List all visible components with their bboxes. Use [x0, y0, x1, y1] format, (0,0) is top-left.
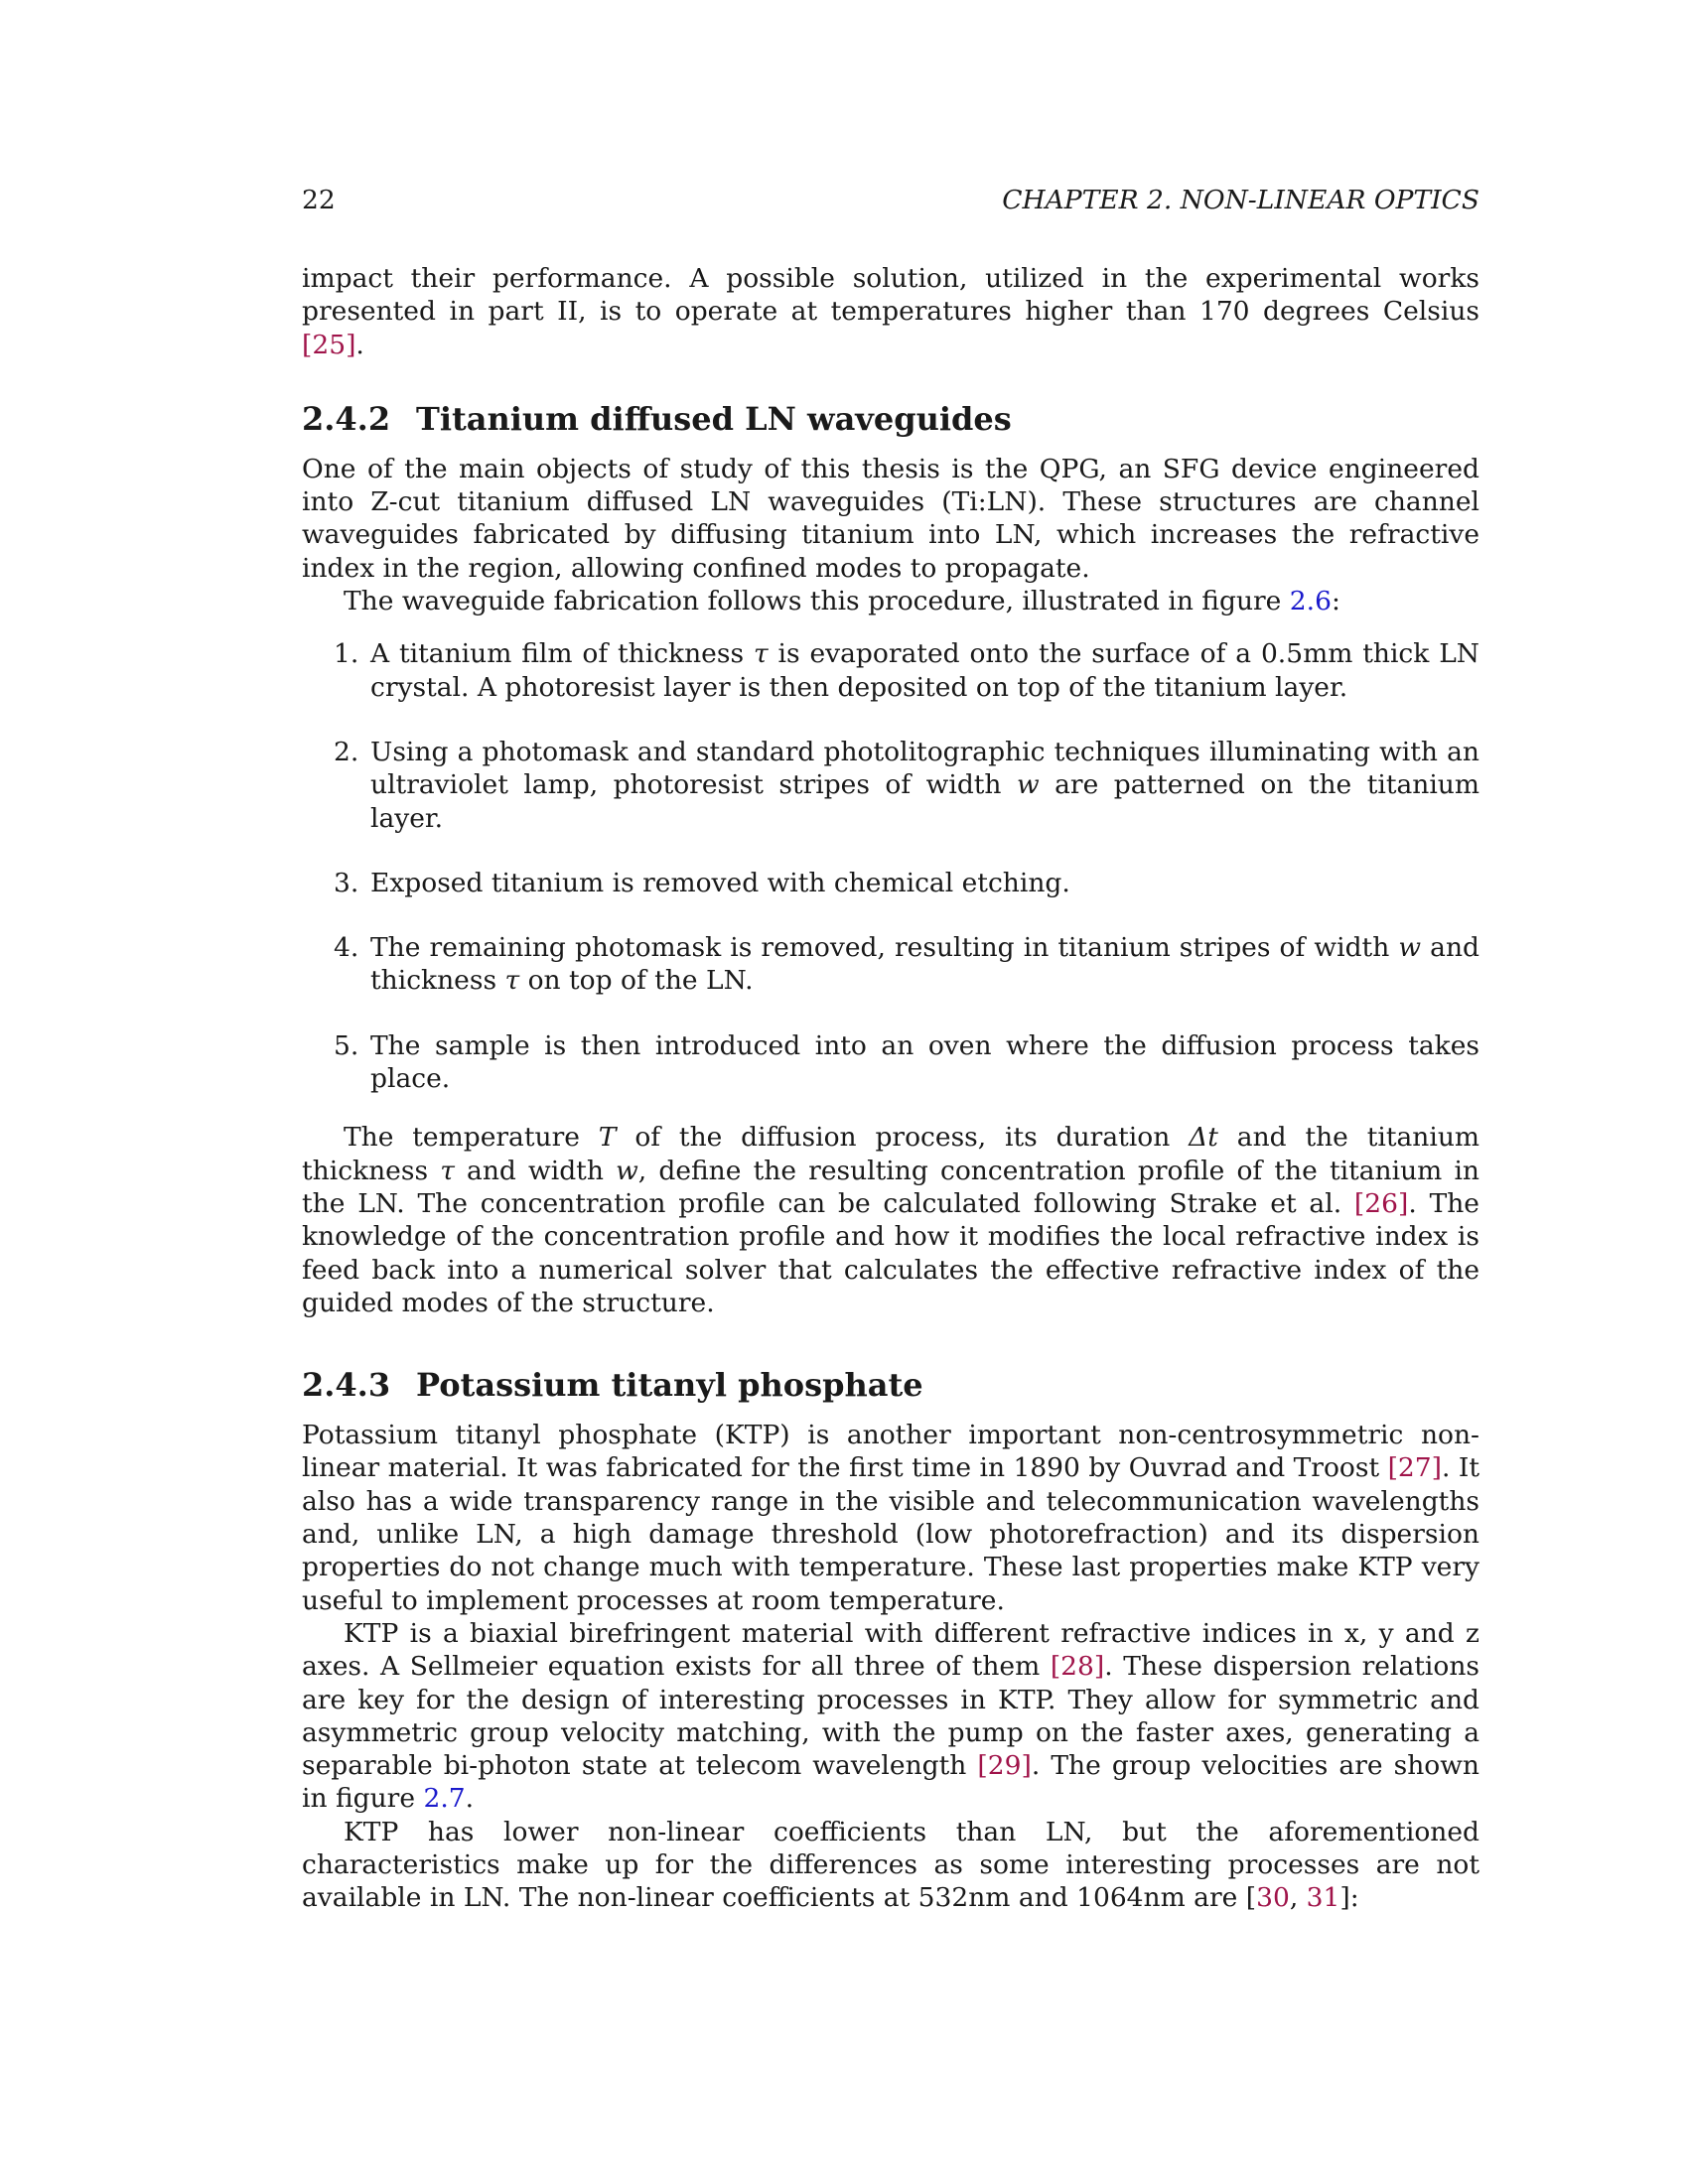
list-item-number: 1. — [334, 638, 359, 670]
page-header — [302, 185, 1479, 218]
citation-link[interactable]: [29] — [977, 1750, 1032, 1782]
list-item: 5. The sample is then introduced into an oven where the diffusion process takes place. — [334, 1029, 1479, 1095]
section-heading-2-4-3 — [302, 1365, 1479, 1405]
math-symbol: τ — [753, 638, 769, 670]
list-item-number: 3. — [334, 867, 359, 898]
section-number: 2.4.3 — [302, 1366, 391, 1405]
figure-reference-link[interactable]: 2.6 — [1289, 586, 1332, 617]
math-symbol: τ — [440, 1155, 455, 1186]
list-item: 4. The remaining photomask is removed, resulting in titanium stripes of width w and thickness τ on top of the LN. — [334, 932, 1479, 997]
list-item: 2. Using a photomask and standard photolitographic techniques illuminating with an ultraviolet lamp, photoresist stripes of width w are patterned on the titanium layer. — [334, 736, 1479, 834]
citation-link[interactable]: 31 — [1306, 1882, 1340, 1914]
running-head: CHAPTER 2. NON-LINEAR OPTICS — [1002, 185, 1479, 215]
citation-link[interactable]: [25] — [302, 329, 356, 360]
paragraph: The waveguide fabrication follows this procedure, illustrated in figure 2.6: — [344, 586, 1340, 617]
section-number: 2.4.2 — [302, 399, 391, 438]
list-item: 3. Exposed titanium is removed with chemical etching. — [334, 867, 1070, 898]
page-number: 22 — [302, 185, 336, 215]
math-symbol: τ — [504, 965, 520, 997]
citation-link[interactable]: [28] — [1050, 1651, 1105, 1683]
list-item-number: 4. — [334, 932, 359, 964]
math-symbol: w — [1398, 932, 1422, 964]
figure-reference-link[interactable]: 2.7 — [423, 1783, 466, 1815]
math-symbol: Δt — [1189, 1122, 1218, 1154]
section-title: Potassium titanyl phosphate — [416, 1366, 923, 1405]
citation-link[interactable]: 30 — [1256, 1882, 1290, 1914]
citation-link[interactable]: [27] — [1387, 1452, 1442, 1484]
paragraph: One of the main objects of study of this thesis is the QPG, an SFG device engineered into Z-cut titanium diffused LN waveguides (Ti:LN). These structures are channel waveguides fabricated by diffusing titanium into LN, which increases the refractive index in the region, allowing confined modes to propagate. — [302, 453, 1479, 584]
citation-link[interactable]: [26] — [1353, 1187, 1409, 1219]
list-item: 1. A titanium film of thickness τ is evaporated onto the surface of a 0.5mm thick LN crystal. A photoresist layer is then deposited on top of the titanium layer. — [334, 638, 1479, 703]
list-item-number: 2. — [334, 736, 359, 767]
math-symbol: w — [1016, 769, 1040, 801]
paragraph: The temperature T of the diffusion process, its duration Δt and the titanium thickness τ and width w, define the resulting concentration profile of the titanium in the LN. The concentration profile can be calculated following Strake et al. [26]. The knowledge of the concentration profile and how it modifies the local refractive index is feed back into a numerical solver that calculates the effective refractive index of the guided modes of the structure. — [302, 1122, 1480, 1318]
paragraph: KTP has lower non-linear coefficients than LN, but the aforementioned characteristics make up for the differences as some interesting processes are not available in LN. The non-linear coefficients at 532nm and 1064nm are [30, 31]: — [302, 1816, 1479, 1914]
intro-paragraph: impact their performance. A possible solution, utilized in the experimental works presented in part II, is to operate at temperatures higher than 170 degrees Celsius [25]. — [302, 263, 1479, 360]
paragraph: KTP is a biaxial birefringent material with different refractive indices in x, y and z axes. A Sellmeier equation exists for all three of them [28]. These dispersion relations are key for the design of interesting processes in KTP. They allow for symmetric and asymmetric group velocity matching, with the pump on the faster axes, generating a separable bi-photon state at telecom wavelength [29]. The group velocities are shown in figure 2.7. — [302, 1617, 1479, 1815]
paragraph: Potassium titanyl phosphate (KTP) is another important non-centrosymmetric non-linear material. It was fabricated for the first time in 1890 by Ouvrad and Troost [27]. It also has a wide transparency range in the visible and telecommunication wavelengths and, unlike LN, a high damage threshold (low photorefraction) and its dispersion properties do not change much with temperature. These last properties make KTP very useful to implement processes at room temperature. — [302, 1420, 1479, 1616]
list-item-number: 5. — [334, 1029, 359, 1061]
procedure-list — [302, 637, 1479, 1095]
math-symbol: T — [598, 1122, 617, 1154]
section-heading-2-4-2 — [302, 399, 1479, 439]
section-title: Titanium diffused LN waveguides — [416, 399, 1012, 438]
page-body — [302, 262, 1479, 1915]
math-symbol: w — [616, 1155, 638, 1186]
